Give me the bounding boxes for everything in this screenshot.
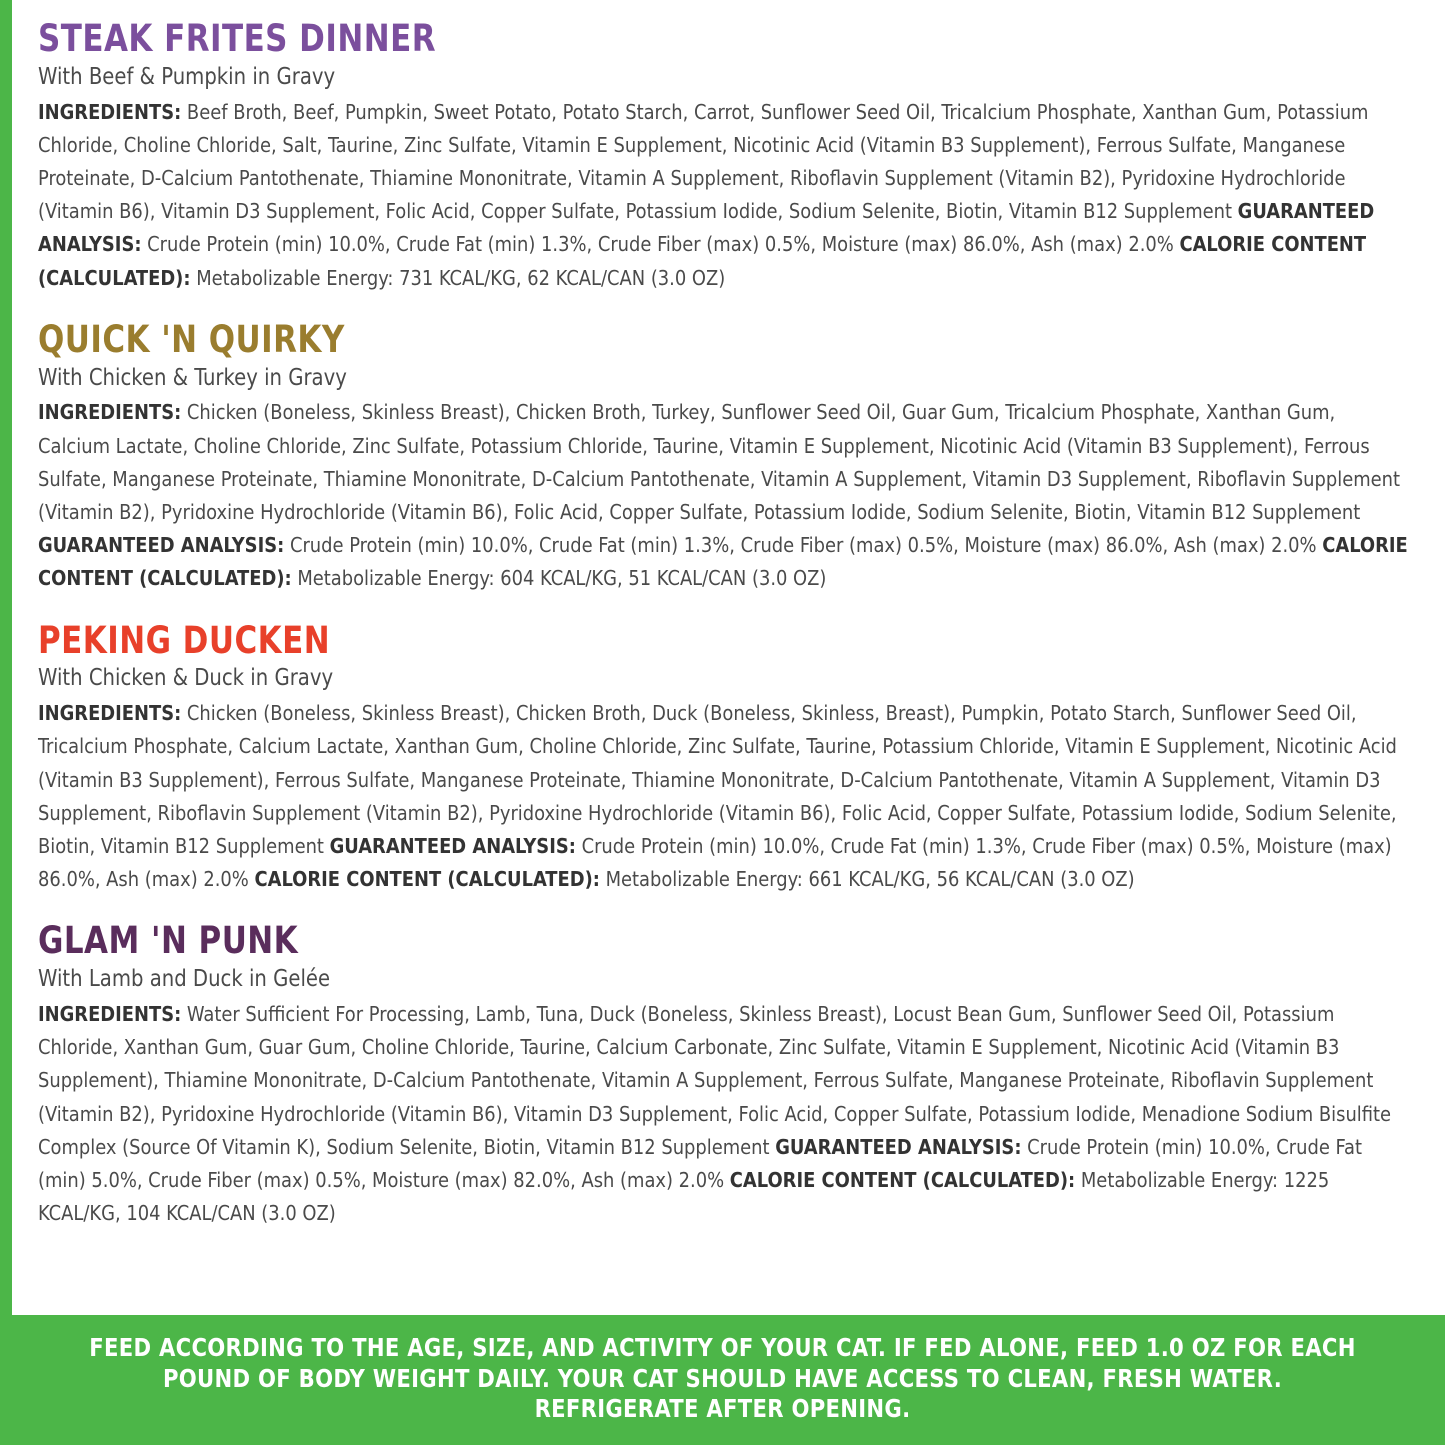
recipe-block bbox=[38, 317, 1410, 596]
recipe-title: GLAM 'N PUNK bbox=[38, 919, 299, 963]
feeding-instructions-banner bbox=[0, 1315, 1445, 1445]
ingredients-label: INGREDIENTS: bbox=[38, 400, 182, 425]
recipe-details bbox=[38, 998, 1409, 1230]
recipe-subtitle: With Beef & Pumpkin in Gravy bbox=[38, 63, 336, 90]
calorie-content-text: Metabolizable Energy: 661 KCAL/KG, 56 KCAL/CAN (3.0 OZ) bbox=[599, 867, 1135, 892]
guaranteed-analysis-label: GUARANTEED ANALYSIS: bbox=[38, 533, 285, 558]
calorie-content-text: Metabolizable Energy: 731 KCAL/KG, 62 KCAL/CAN (3.0 OZ) bbox=[190, 265, 726, 290]
recipe-block bbox=[38, 919, 1410, 1230]
guaranteed-analysis-text: Crude Protein (min) 10.0%, Crude Fat (min) 1.3%, Crude Fiber (max) 0.5%, Moisture (max) 86.0%, Ash (max) 2.0% bbox=[38, 834, 1392, 892]
calorie-content-label: CALORIE CONTENT (CALCULATED): bbox=[38, 232, 1367, 290]
guaranteed-analysis-text: Crude Protein (min) 10.0%, Crude Fat (min) 1.3%, Crude Fiber (max) 0.5%, Moisture (max) 86.0%, Ash (max) 2.0% bbox=[141, 232, 1180, 257]
recipe-subtitle: With Chicken & Duck in Gravy bbox=[38, 665, 334, 692]
ingredients-text: Water Sufficient For Processing, Lamb, Tuna, Duck (Boneless, Skinless Breast), Locust Bean Gum, Sunflower Seed Oil, Potassium Chloride, Xanthan Gum, Guar Gum, Choline Chloride, Taurine, Calcium Carbonate, Zinc Sulfate, Vitamin E Supplement, Nicotinic Acid (Vitamin B3 Supplement), Thiamine Mononitrate, D-Calcium Pantothenate, Vitamin A Supplement, Ferrous Sulfate, Manganese Proteinate, Riboflavin Supplement (Vitamin B2), Pyridoxine Hydrochloride (Vitamin B6), Vitamin D3 Supplement, Folic Acid, Copper Sulfate, Potassium Iodide, Menadione Sodium Bisulfite Complex (Source Of Vitamin K), Sodium Selenite, Biotin, Vitamin B12 Supplement bbox=[38, 1002, 1392, 1159]
guaranteed-analysis-label: GUARANTEED ANALYSIS: bbox=[329, 834, 576, 859]
guaranteed-analysis-label: GUARANTEED ANALYSIS: bbox=[38, 199, 1375, 257]
recipe-title: PEKING DUCKEN bbox=[38, 618, 331, 662]
recipe-block bbox=[38, 17, 1410, 295]
ingredients-label: INGREDIENTS: bbox=[38, 99, 182, 124]
ingredients-label: INGREDIENTS: bbox=[38, 701, 182, 726]
left-green-accent-bar bbox=[0, 0, 12, 1445]
ingredients-text: Chicken (Boneless, Skinless Breast), Chicken Broth, Turkey, Sunflower Seed Oil, Guar Gum, Tricalcium Phosphate, Xanthan Gum, Calcium Lactate, Choline Chloride, Zinc Sulfate, Potassium Chloride, Taurine, Vitamin E Supplement, Nicotinic Acid (Vitamin B3 Supplement), Ferrous Sulfate, Manganese Proteinate, Thiamine Mononitrate, D-Calcium Pantothenate, Vitamin A Supplement, Vitamin D3 Supplement, Riboflavin Supplement (Vitamin B2), Pyridoxine Hydrochloride (Vitamin B6), Folic Acid, Copper Sulfate, Potassium Iodide, Sodium Selenite, Biotin, Vitamin B12 Supplement bbox=[38, 400, 1401, 525]
recipe-subtitle: With Lamb and Duck in Gelée bbox=[38, 966, 331, 993]
recipe-details bbox=[38, 96, 1409, 295]
recipes-list bbox=[38, 17, 1410, 1256]
recipe-title: STEAK FRITES DINNER bbox=[38, 17, 437, 60]
ingredients-text: Beef Broth, Beef, Pumpkin, Sweet Potato, Potato Starch, Carrot, Sunflower Seed Oil, Tricalcium Phosphate, Xanthan Gum, Potassium Chloride, Choline Chloride, Salt, Taurine, Zinc Sulfate, Vitamin E Supplement, Nicotinic Acid (Vitamin B3 Supplement), Ferrous Sulfate, Manganese Proteinate, D-Calcium Pantothenate, Thiamine Mononitrate, Vitamin A Supplement, Riboflavin Supplement (Vitamin B2), Pyridoxine Hydrochloride (Vitamin B6), Vitamin D3 Supplement, Folic Acid, Copper Sulfate, Potassium Iodide, Sodium Selenite, Biotin, Vitamin B12 Supplement bbox=[38, 99, 1369, 224]
calorie-content-label: CALORIE CONTENT (CALCULATED): bbox=[729, 1168, 1076, 1193]
recipe-subtitle: With Chicken & Turkey in Gravy bbox=[38, 364, 347, 391]
guaranteed-analysis-text: Crude Protein (min) 10.0%, Crude Fat (min) 1.3%, Crude Fiber (max) 0.5%, Moisture (max) 86.0%, Ash (max) 2.0% bbox=[284, 533, 1323, 558]
ingredients-text: Chicken (Boneless, Skinless Breast), Chicken Broth, Duck (Boneless, Skinless, Breast), Pumpkin, Potato Starch, Sunflower Seed Oil, Tricalcium Phosphate, Calcium Lactate, Xanthan Gum, Choline Chloride, Zinc Sulfate, Taurine, Potassium Chloride, Vitamin E Supplement, Nicotinic Acid (Vitamin B3 Supplement), Ferrous Sulfate, Manganese Proteinate, Thiamine Mononitrate, D-Calcium Pantothenate, Vitamin A Supplement, Vitamin D3 Supplement, Riboflavin Supplement (Vitamin B2), Pyridoxine Hydrochloride (Vitamin B6), Folic Acid, Copper Sulfate, Potassium Iodide, Sodium Selenite, Biotin, Vitamin B12 Supplement bbox=[38, 701, 1397, 859]
feeding-instructions-text: FEED ACCORDING TO THE AGE, SIZE, AND ACTIVITY OF YOUR CAT. IF FED ALONE, FEED 1.0 OZ FOR EACH POUND OF BODY WEIGHT DAILY. YOUR CAT SHOULD HAVE ACCESS TO CLEAN, FRESH WATER. REFRIGERATE AFTER OPENING. bbox=[89, 1333, 1356, 1424]
calorie-content-text: Metabolizable Energy: 1225 KCAL/KG, 104 KCAL/CAN (3.0 OZ) bbox=[38, 1168, 1330, 1226]
recipe-block bbox=[38, 618, 1410, 897]
recipe-title: QUICK 'N QUIRKY bbox=[38, 317, 345, 361]
ingredients-label: INGREDIENTS: bbox=[38, 1002, 182, 1027]
guaranteed-analysis-text: Crude Protein (min) 10.0%, Crude Fat (min) 5.0%, Crude Fiber (max) 0.5%, Moisture (max) 82.0%, Ash (max) 2.0% bbox=[38, 1134, 1362, 1193]
calorie-content-label: CALORIE CONTENT (CALCULATED): bbox=[38, 533, 1408, 591]
recipe-details bbox=[38, 697, 1409, 896]
calorie-content-label: CALORIE CONTENT (CALCULATED): bbox=[254, 867, 600, 892]
guaranteed-analysis-label: GUARANTEED ANALYSIS: bbox=[775, 1134, 1022, 1159]
calorie-content-text: Metabolizable Energy: 604 KCAL/KG, 51 KCAL/CAN (3.0 OZ) bbox=[291, 566, 827, 591]
recipe-details bbox=[38, 396, 1409, 595]
